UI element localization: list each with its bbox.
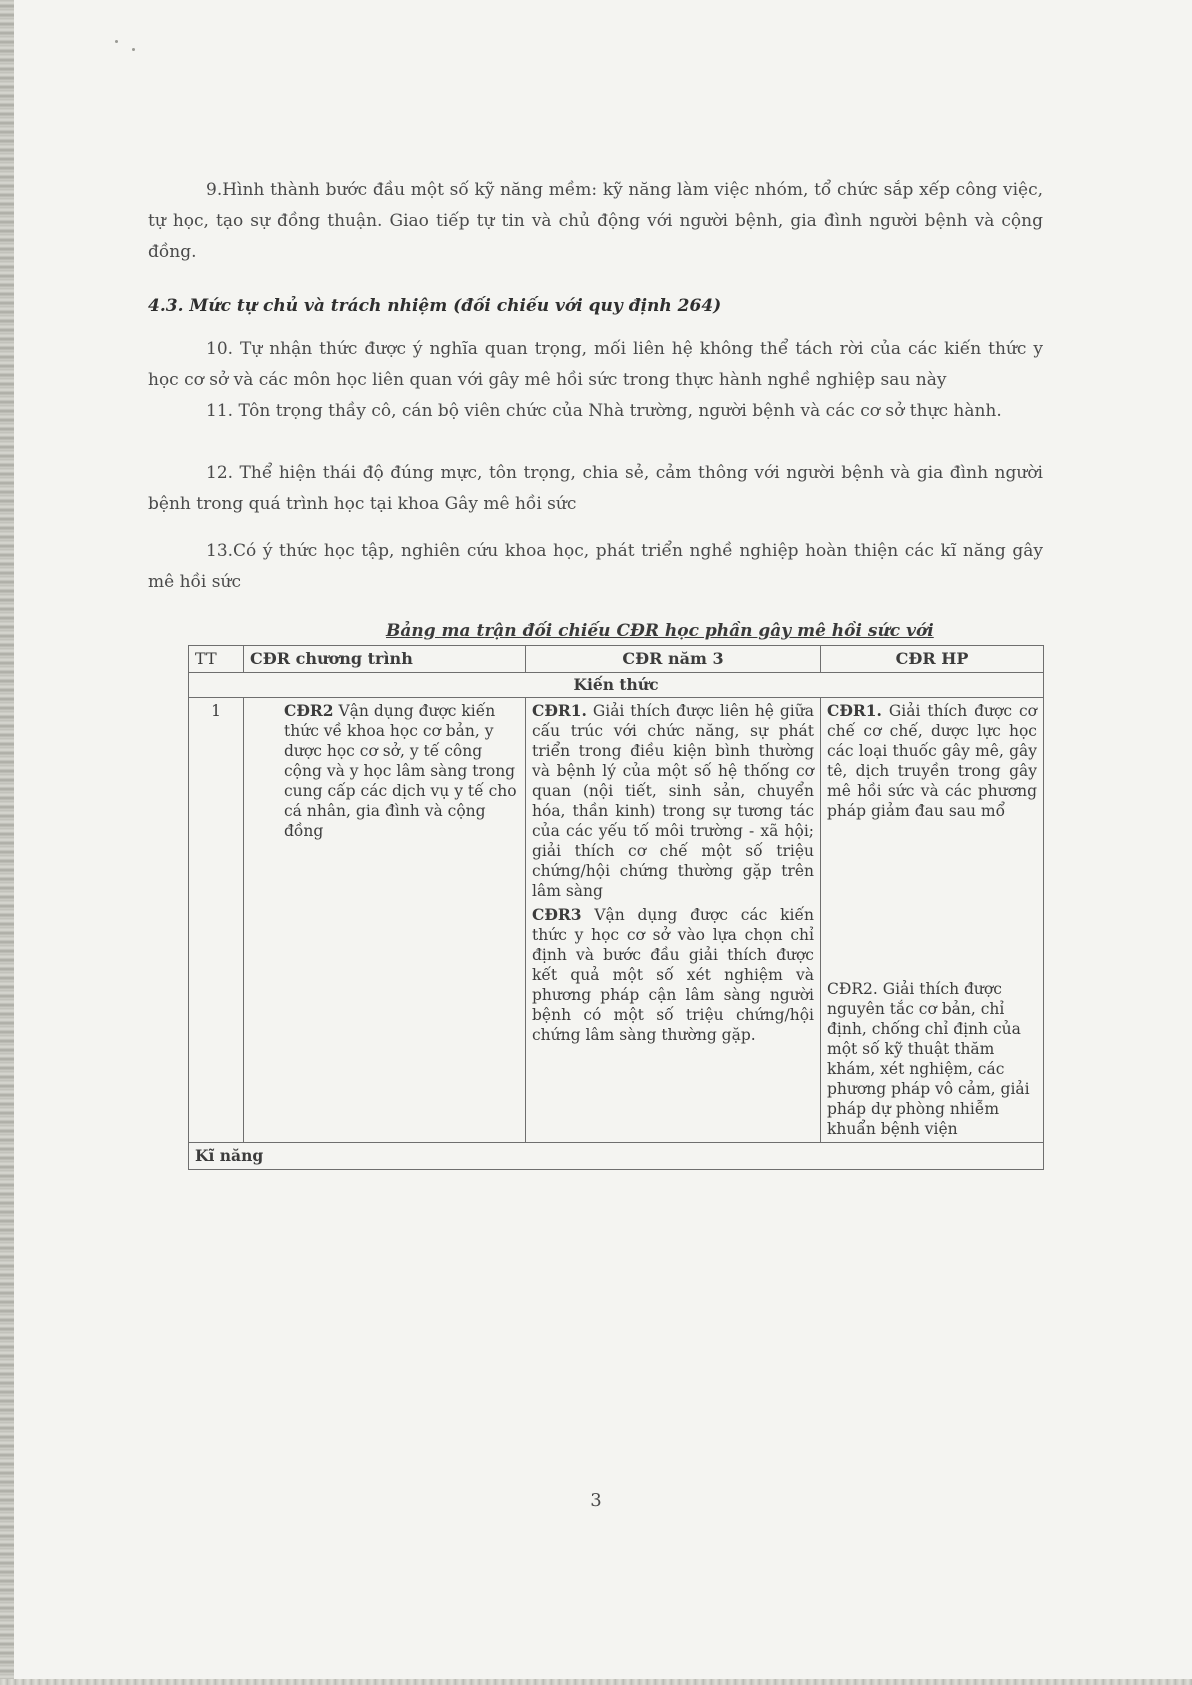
scan-bottom-edge	[0, 1679, 1192, 1685]
course-outcome-1-text: Giải thích được cơ chế cơ chế, dược lực học các loại thuốc gây mê, gây tê, dịch truyền trong gây mê hồi sức và các phương pháp giảm đau sau mổ	[827, 702, 1037, 820]
year3-outcome-1-code: CĐR1.	[532, 701, 587, 720]
paragraph-item-12: 12. Thể hiện thái độ đúng mực, tôn trọng, chia sẻ, cảm thông với người bệnh và gia đình người bệnh trong quá trình học tại khoa Gây mê hồi sức	[148, 463, 1043, 514]
scan-speck	[115, 40, 118, 43]
row-tt: 1	[189, 698, 244, 1143]
year3-outcome-3	[532, 905, 814, 1045]
year3-outcome-3-text: Vận dụng được các kiến thức y học cơ sở vào lựa chọn chỉ định và bước đầu giải thích được kết quả một số xét nghiệm và phương pháp cận lâm sàng người bệnh có một số triệu chứng/hội chứng lâm sàng thường gặp.	[532, 906, 814, 1044]
page-number: 3	[590, 1490, 602, 1511]
course-outcome-1-code: CĐR1.	[827, 701, 882, 720]
section-row-skills	[189, 1143, 1044, 1170]
course-outcome-1	[827, 701, 1037, 821]
header-program-outcome: CĐR chương trình	[244, 646, 526, 673]
section-label-skills: Kĩ năng	[189, 1143, 1044, 1170]
header-tt: TT	[189, 646, 244, 673]
paragraph-item-13: 13.Có ý thức học tập, nghiên cứu khoa học, phát triển nghề nghiệp hoàn thiện các kĩ năng gây mê hồi sức	[148, 541, 1043, 592]
paragraph-item-11: 11. Tôn trọng thầy cô, cán bộ viên chức của Nhà trường, người bệnh và các cơ sở thực hành.	[206, 401, 1002, 421]
cell-course-outcome	[821, 698, 1044, 1143]
scan-left-edge	[0, 0, 14, 1685]
table-row	[189, 698, 1044, 1143]
section-row-knowledge	[189, 673, 1044, 698]
header-year3-outcome: CĐR năm 3	[526, 646, 821, 673]
program-outcome-code: CĐR2	[284, 701, 334, 720]
table-header-row	[189, 646, 1044, 673]
header-course-outcome: CĐR HP	[821, 646, 1044, 673]
cell-program-outcome	[244, 698, 526, 1143]
scan-speck	[132, 48, 135, 51]
program-outcome-text: Vận dụng được kiến thức về khoa học cơ bản, y dược học cơ sở, y tế công cộng và y học lâm sàng trong cung cấp các dịch vụ y tế cho cá nhân, gia đình và cộng đồng	[284, 702, 517, 840]
outcome-matrix-table	[188, 645, 1044, 1170]
paragraph-item-9: 9.Hình thành bước đầu một số kỹ năng mềm: kỹ năng làm việc nhóm, tổ chức sắp xếp công việc, tự học, tạo sự đồng thuận. Giao tiếp tự tin và chủ động với người bệnh, gia đình người bệnh và cộng đồng.	[148, 180, 1043, 262]
paragraph-item-10: 10. Tự nhận thức được ý nghĩa quan trọng, mối liên hệ không thể tách rời của các kiến thức y học cơ sở và các môn học liên quan với gây mê hồi sức trong thực hành nghề nghiệp sau này	[148, 339, 1043, 390]
year3-outcome-3-code: CĐR3	[532, 905, 582, 924]
year3-outcome-1-text: Giải thích được liên hệ giữa cấu trúc với chức năng, sự phát triển trong điều kiện bình thường và bệnh lý của một số hệ thống cơ quan (nội tiết, sinh sản, chuyển hóa, thần kinh) trong sự tương tác của các yếu tố môi trường - xã hội; giải thích cơ chế một số triệu chứng/hội chứng thường gặp trên lâm sàng	[532, 702, 814, 900]
cell-year3-outcome	[526, 698, 821, 1143]
course-outcome-2: CĐR2. Giải thích được nguyên tắc cơ bản, chỉ định, chống chỉ định của một số kỹ thuật thăm khám, xét nghiệm, các phương pháp vô cảm, giải pháp dự phòng nhiễm khuẩn bệnh viện	[827, 980, 1030, 1138]
section-heading-4-3: 4.3. Mức tự chủ và trách nhiệm (đối chiếu với quy định 264)	[148, 296, 722, 316]
table-caption: Bảng ma trận đối chiếu CĐR học phần gây mê hồi sức với	[386, 621, 934, 641]
year3-outcome-1	[532, 701, 814, 901]
section-label-knowledge: Kiến thức	[189, 673, 1044, 698]
year3-spacer	[532, 1045, 814, 1069]
